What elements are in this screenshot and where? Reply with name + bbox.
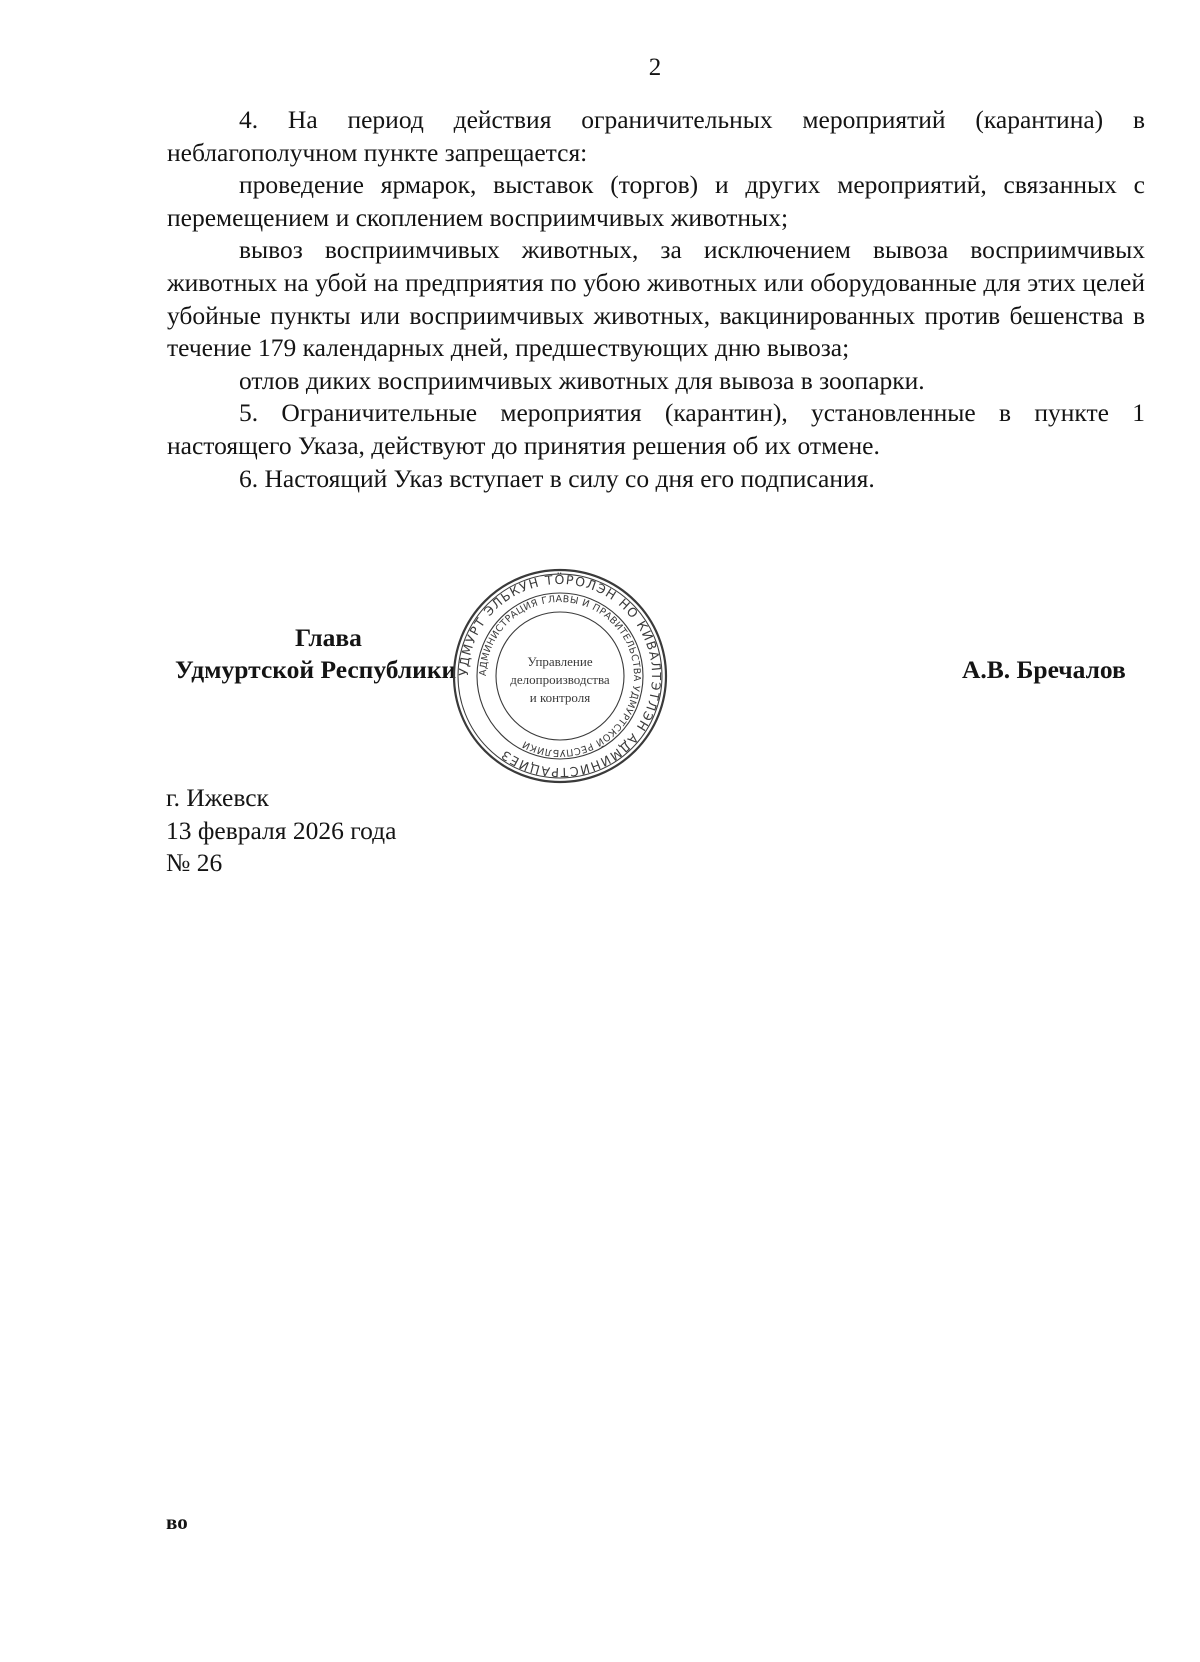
paragraph-item-5: 5. Ограничительные мероприятия (карантин), установленные в пункте 1 настоящего Указа, действуют до принятия решения об их отмене.	[167, 398, 1145, 460]
paragraph-item-6: 6. Настоящий Указ вступает в силу со дня его подписания.	[239, 463, 875, 493]
stamp-center-line3: и контроля	[529, 690, 591, 705]
signatory-title	[175, 622, 456, 686]
signatory-title-line2: Удмуртской Республики	[175, 655, 457, 684]
decree-date: 13 февраля 2026 года	[166, 815, 397, 845]
stamp-middle-text: АДМИНИСТРАЦИЯ ГЛАВЫ И ПРАВИТЕЛЬСТВА УДМУРТСКОЙ РЕСПУБЛИКИ	[477, 593, 643, 759]
decree-body	[167, 104, 1145, 495]
stamp-center-line2: делопроизводства	[510, 672, 610, 687]
paragraph-fairs-ban: проведение ярмарок, выставок (торгов) и других мероприятий, связанных с перемещением и скоплением восприимчивых животных;	[167, 170, 1145, 232]
page-number: 2	[648, 54, 662, 81]
stamp-center-line1: Управление	[527, 654, 593, 669]
paragraph-capture-ban: отлов диких восприимчивых животных для вывоза в зоопарки.	[239, 365, 925, 395]
decree-number: № 26	[166, 848, 223, 877]
executor-initials: во	[166, 1510, 188, 1534]
signatory-name: А.В. Бречалов	[962, 655, 1126, 684]
decree-city: г. Ижевск	[166, 783, 269, 812]
paragraph-item-4: 4. На период действия ограничительных мероприятий (карантина) в неблагополучном пункте запрещается:	[167, 105, 1145, 167]
official-seal	[450, 566, 670, 786]
paragraph-export-ban: вывоз восприимчивых животных, за исключением вывоза восприимчивых животных на убой на предприятия по убою животных или оборудованные для этих целей убойные пункты или восприимчивых животных, вакцинированных против бешенства в течение 179 календарных дней, предшествующих дню вывоза;	[167, 235, 1145, 363]
signatory-title-line1: Глава	[295, 623, 362, 652]
decree-meta	[166, 782, 396, 880]
stamp-outer-text: УДМУРТ ЭЛЬКУН ТӦРОЛЭН НО КИВАЛТЭТЛЭН АДМИНИСТРАЦИЕЗ	[455, 571, 665, 781]
